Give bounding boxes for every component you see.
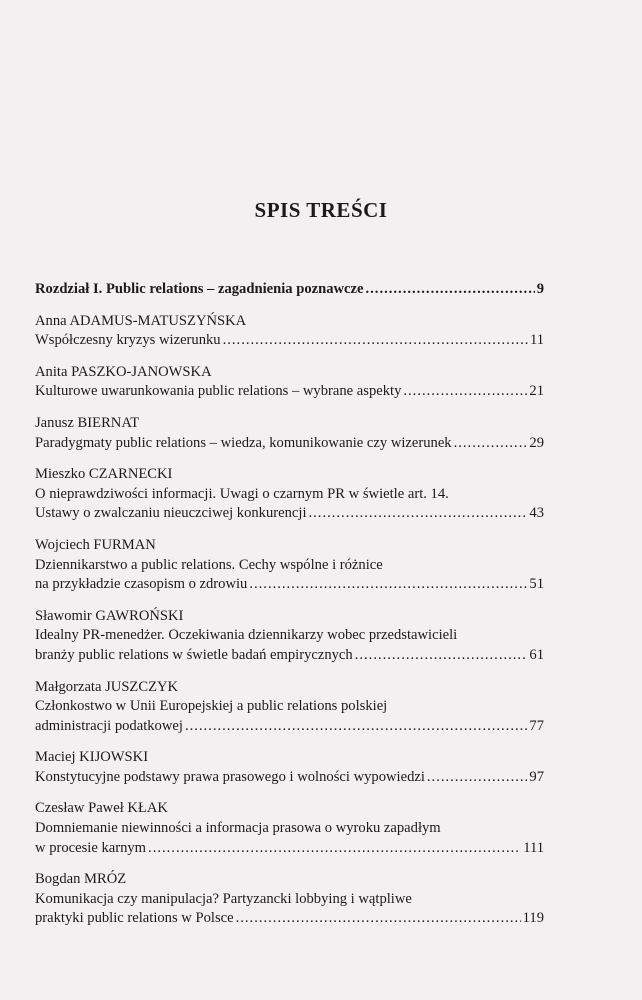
toc-title-last-line: [35, 504, 544, 524]
toc-page-number: 51: [529, 576, 544, 593]
toc-leader-dots: [223, 331, 528, 351]
toc-title-line: Domniemanie niewinności a informacja prasowa o wyroku zapadłym: [35, 820, 441, 837]
toc-entry: [35, 536, 544, 595]
toc-entry: [35, 312, 544, 351]
toc-chapter-line: [35, 280, 544, 300]
toc-title-text: Konstytucyjne podstawy prawa prasowego i wolności wypowiedzi: [35, 768, 425, 785]
toc-title-text: branży public relations w świetle badań empirycznych: [35, 646, 353, 663]
toc-author: Bogdan MRÓZ: [35, 871, 127, 888]
toc-title-line: Dziennikarstwo a public relations. Cechy wspólne i różnice: [35, 556, 383, 573]
toc-author: Sławomir GAWROŃSKI: [35, 607, 184, 624]
toc-page-number: 111: [523, 839, 544, 856]
toc-entry: [35, 607, 544, 666]
toc-page-number: 97: [529, 768, 544, 785]
toc-entry: [35, 799, 544, 858]
toc-leader-dots: [185, 717, 527, 737]
toc-leader-dots: [309, 504, 528, 524]
toc-title-last-line: [35, 575, 544, 595]
toc-author: Czesław Paweł KŁAK: [35, 800, 168, 817]
toc-page-number: 61: [529, 646, 544, 663]
toc-title-last-line: [35, 839, 544, 859]
toc-leader-dots: [403, 382, 527, 402]
table-of-contents: [35, 280, 544, 941]
toc-author: Anna ADAMUS-MATUSZYŃSKA: [35, 312, 247, 329]
toc-author: Wojciech FURMAN: [35, 536, 156, 553]
toc-page-number: 77: [529, 717, 544, 734]
toc-title-text: Współczesny kryzys wizerunku: [35, 332, 221, 349]
page-title: SPIS TREŚCI: [254, 198, 388, 222]
toc-entry: [35, 465, 544, 524]
toc-page-number: 11: [529, 332, 544, 349]
toc-title-line: Członkostwo w Unii Europejskiej a public relations polskiej: [35, 698, 388, 715]
toc-leader-dots: [236, 909, 521, 929]
toc-chapter-title: Rozdział I. Public relations – zagadnienia poznawcze: [35, 281, 364, 297]
toc-entry: [35, 363, 544, 402]
toc-leader-dots: [366, 280, 535, 300]
toc-title-line: Idealny PR-menedżer. Oczekiwania dziennikarzy wobec przedstawicieli: [35, 627, 458, 644]
toc-page-number: 29: [529, 434, 544, 451]
toc-leader-dots: [427, 768, 528, 788]
toc-title-last-line: [35, 646, 544, 666]
toc-entry: [35, 414, 544, 453]
toc-author: Anita PASZKO-JANOWSKA: [35, 363, 212, 380]
toc-leader-dots: [454, 434, 528, 454]
toc-title-text: w procesie karnym: [35, 839, 147, 856]
toc-author: Janusz BIERNAT: [35, 414, 140, 431]
toc-author: Małgorzata JUSZCZYK: [35, 678, 179, 695]
toc-leader-dots: [249, 575, 527, 595]
toc-leader-dots: [355, 646, 528, 666]
toc-title-last-line: [35, 717, 544, 737]
toc-entry: [35, 870, 544, 929]
toc-title-line: O nieprawdziwości informacji. Uwagi o czarnym PR w świetle art. 14.: [35, 485, 449, 502]
toc-page-number: 119: [522, 910, 544, 927]
toc-title-text: na przykładzie czasopism o zdrowiu: [35, 576, 248, 593]
toc-author: Maciej KIJOWSKI: [35, 749, 149, 766]
toc-title-last-line: [35, 909, 544, 929]
toc-title-text: Kulturowe uwarunkowania public relations – wybrane aspekty: [35, 383, 402, 400]
toc-title-text: Paradygmaty public relations – wiedza, komunikowanie czy wizerunek: [35, 434, 452, 451]
toc-title-last-line: [35, 331, 544, 351]
toc-title-text: praktyki public relations w Polsce: [35, 910, 234, 927]
toc-title-last-line: [35, 434, 544, 454]
toc-page-number: 21: [529, 383, 544, 400]
toc-entries: [35, 312, 544, 929]
toc-title-line: Komunikacja czy manipulacja? Partyzancki lobbying i wątpliwe: [35, 890, 412, 907]
toc-page-number: 43: [529, 505, 544, 522]
toc-author: Mieszko CZARNECKI: [35, 466, 173, 483]
toc-entry: [35, 678, 544, 737]
toc-title-text: Ustawy o zwalczaniu nieuczciwej konkurencji: [35, 505, 307, 522]
toc-chapter: [35, 280, 544, 300]
toc-entry: [35, 748, 544, 787]
toc-page-number: 9: [536, 281, 544, 297]
toc-title-last-line: [35, 768, 544, 788]
toc-leader-dots: [148, 839, 521, 859]
toc-title-last-line: [35, 382, 544, 402]
toc-title-text: administracji podatkowej: [35, 717, 183, 734]
